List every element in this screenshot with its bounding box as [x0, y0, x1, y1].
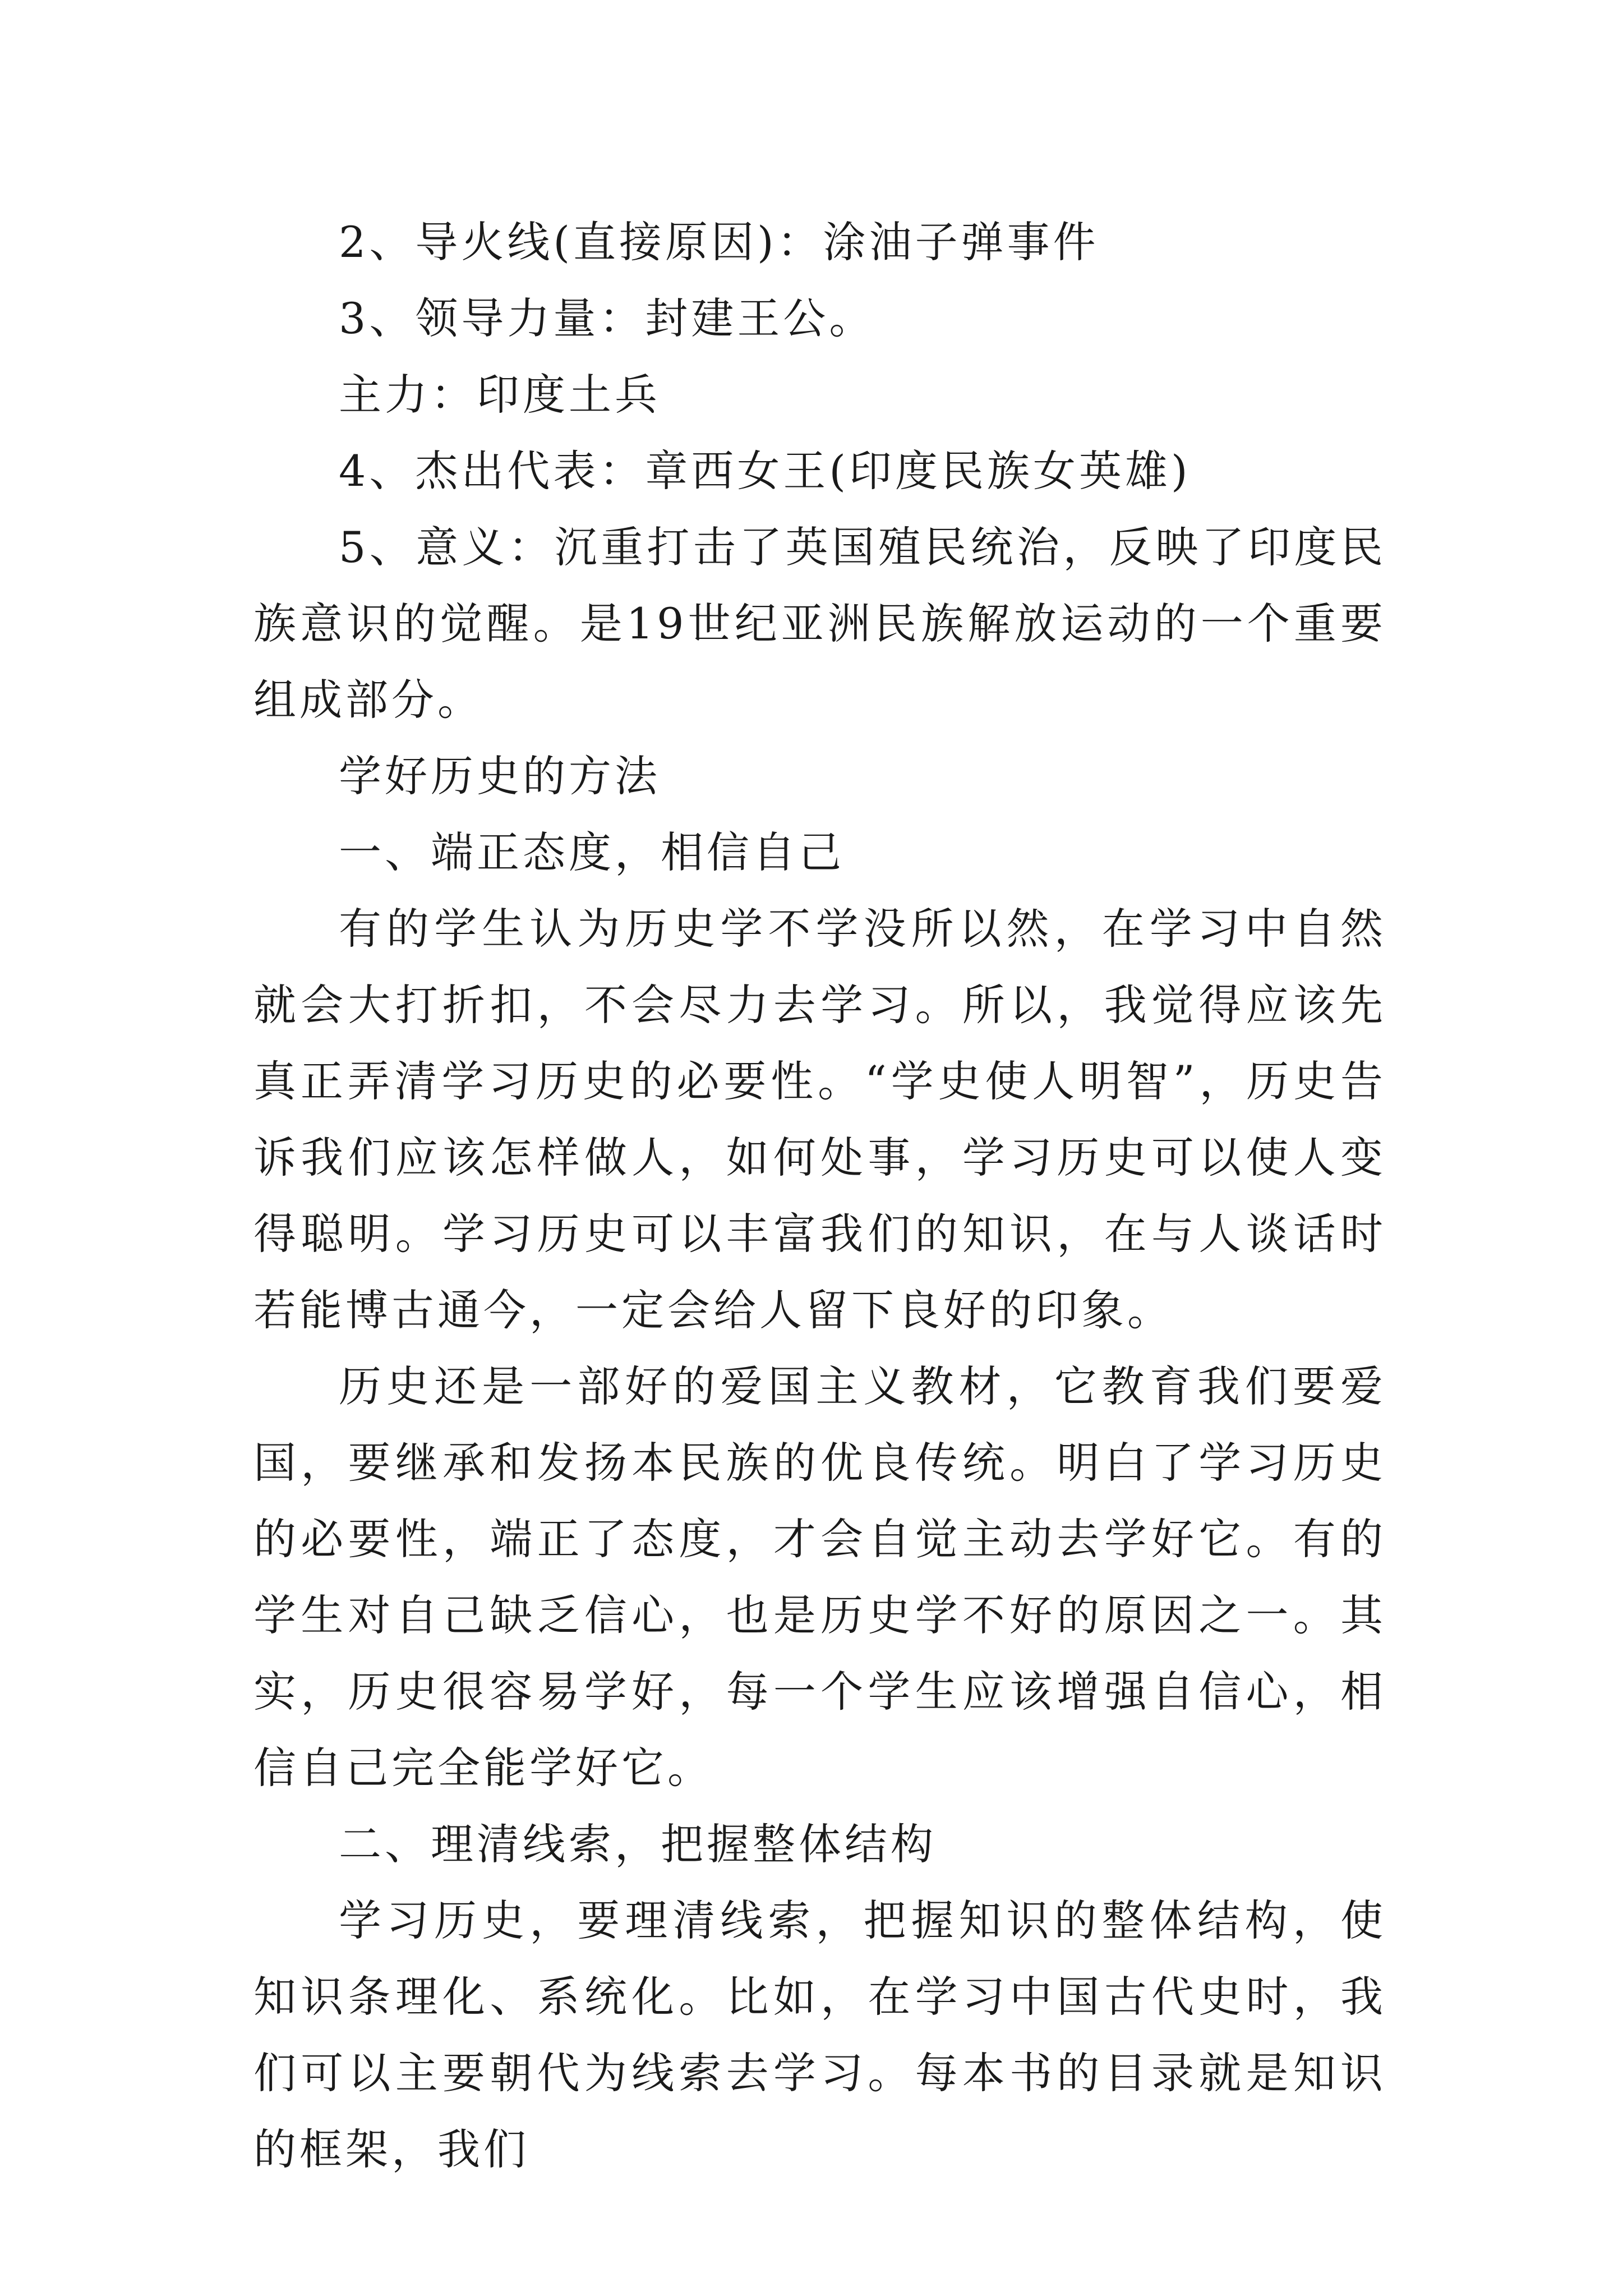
- paragraph-structure: 学习历史，要理清线索，把握知识的整体结构，使知识条理化、系统化。比如，在学习中国古代史时，我们可以主要朝代为线索去学习。每本书的目录就是知识的框架，我们: [253, 1895, 1386, 2174]
- paragraph-significance: 5、意义：沉重打击了英国殖民统治，反映了印度民族意识的觉醒。是19世纪亚洲民族解放运动的一个重要组成部分。: [253, 522, 1386, 725]
- subheading-attitude: 一、端正态度，相信自己: [339, 827, 845, 877]
- subheading-structure: 二、理清线索，把握整体结构: [339, 1819, 937, 1869]
- section-heading-methods: 学好历史的方法: [339, 751, 661, 801]
- paragraph-attitude-1: 有的学生认为历史学不学没所以然，在学习中自然就会大打折扣，不会尽力去学习。所以，我觉得应该先真正弄清学习历史的必要性。“学史使人明智”，历史告诉我们应该怎样做人，如何处事，学习历史可以使人变得聪明。学习历史可以丰富我们的知识，在与人谈话时若能博古通今，一定会给人留下良好的印象。: [253, 904, 1386, 1335]
- paragraph-main-force: 主力：印度土兵: [339, 370, 661, 420]
- paragraph-leadership: 3、领导力量：封建王公。: [339, 293, 875, 343]
- document-body: [253, 204, 1386, 2188]
- paragraph-attitude-2: 历史还是一部好的爱国主义教材，它教育我们要爱国，要继承和发扬本民族的优良传统。明白了学习历史的必要性，端正了态度，才会自觉主动去学好它。有的学生对自己缺乏信心，也是历史学不好的原因之一。其实，历史很容易学好，每一个学生应该增强自信心，相信自己完全能学好它。: [253, 1361, 1386, 1793]
- paragraph-fuse-cause: 2、导火线(直接原因)：涂油子弹事件: [339, 217, 1099, 267]
- paragraph-representative: 4、杰出代表：章西女王(印度民族女英雄): [339, 446, 1191, 496]
